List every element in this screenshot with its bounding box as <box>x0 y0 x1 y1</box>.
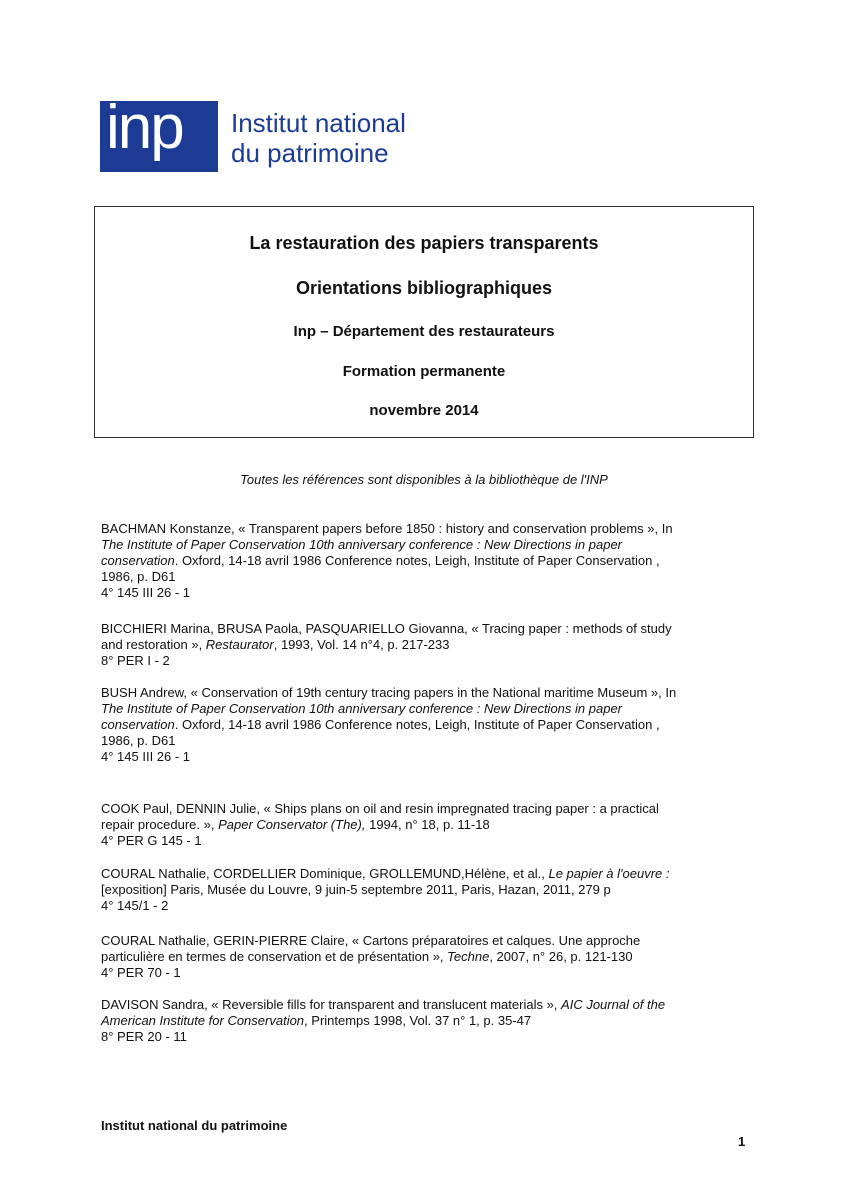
date: novembre 2014 <box>369 402 479 419</box>
availability-note: Toutes les références sont disponibles à la bibliothèque de l'INP <box>240 472 608 487</box>
call-number: 4° 145 III 26 - 1 <box>101 585 191 600</box>
reference-item: BACHMAN Konstanze, « Transparent papers before 1850 : history and conservation problems », In The Institute of Paper Conservation 10th anniversary conference : New Directions in paper conservation. Oxford, 14-18 avril 1986 Conference notes, Leigh, Institute of Paper Conservation , 1986, p. D61 4° 145 III 26 - 1 <box>101 521 741 601</box>
reference-item: DAVISON Sandra, « Reversible fills for transparent and translucent materials », AIC Journal of the American Institute for Conservation, Printemps 1998, Vol. 37 n° 1, p. 35-47 8° PER 20 - 11 <box>101 997 741 1045</box>
department: Inp – Département des restaurateurs <box>293 323 555 340</box>
reference-item: BUSH Andrew, « Conservation of 19th century tracing papers in the National maritime Museum », In The Institute of Paper Conservation 10th anniversary conference : New Directions in paper conservation. Oxford, 14-18 avril 1986 Conference notes, Leigh, Institute of Paper Conservation , 1986, p. D61 4° 145 III 26 - 1 <box>101 685 741 765</box>
document-subtitle: Orientations bibliographiques <box>295 278 553 298</box>
call-number: 4° PER 70 - 1 <box>101 965 181 980</box>
reference-item: COURAL Nathalie, GERIN-PIERRE Claire, « Cartons préparatoires et calques. Une approche particulière en termes de conservation et de présentation », Techne, 2007, n° 26, p. 121-130 4° PER 70 - 1 <box>101 933 741 981</box>
title-block <box>94 206 754 438</box>
call-number: 4° 145/1 - 2 <box>101 898 169 913</box>
logo-name-line1: Institut national <box>231 108 406 138</box>
call-number: 4° 145 III 26 - 1 <box>101 749 191 764</box>
reference-item: BICCHIERI Marina, BRUSA Paola, PASQUARIELLO Giovanna, « Tracing paper : methods of study and restoration », Restaurator, 1993, Vol. 14 n°4, p. 217-233 8° PER I - 2 <box>101 621 741 669</box>
call-number: 8° PER I - 2 <box>101 653 170 668</box>
call-number: 4° PER G 145 - 1 <box>101 833 202 848</box>
reference-item: COOK Paul, DENNIN Julie, « Ships plans on oil and resin impregnated tracing paper : a practical repair procedure. », Paper Conservator (The), 1994, n° 18, p. 11-18 4° PER G 145 - 1 <box>101 801 741 849</box>
logo-name-line2: du patrimoine <box>231 138 389 168</box>
footer-text: Institut national du patrimoine <box>101 1118 288 1133</box>
document-title: La restauration des papiers transparents <box>249 233 599 253</box>
call-number: 8° PER 20 - 11 <box>101 1029 187 1044</box>
program: Formation permanente <box>342 363 506 380</box>
page-number: 1 <box>738 1134 746 1149</box>
reference-item: COURAL Nathalie, CORDELLIER Dominique, GROLLEMUND,Hélène, et al., Le papier à l'oeuvre : [exposition] Paris, Musée du Louvre, 9 juin-5 septembre 2011, Paris, Hazan, 2011, 279 p 4° 145/1 - 2 <box>101 866 741 914</box>
logo-name <box>231 108 471 168</box>
logo-mark: inp <box>100 101 218 172</box>
